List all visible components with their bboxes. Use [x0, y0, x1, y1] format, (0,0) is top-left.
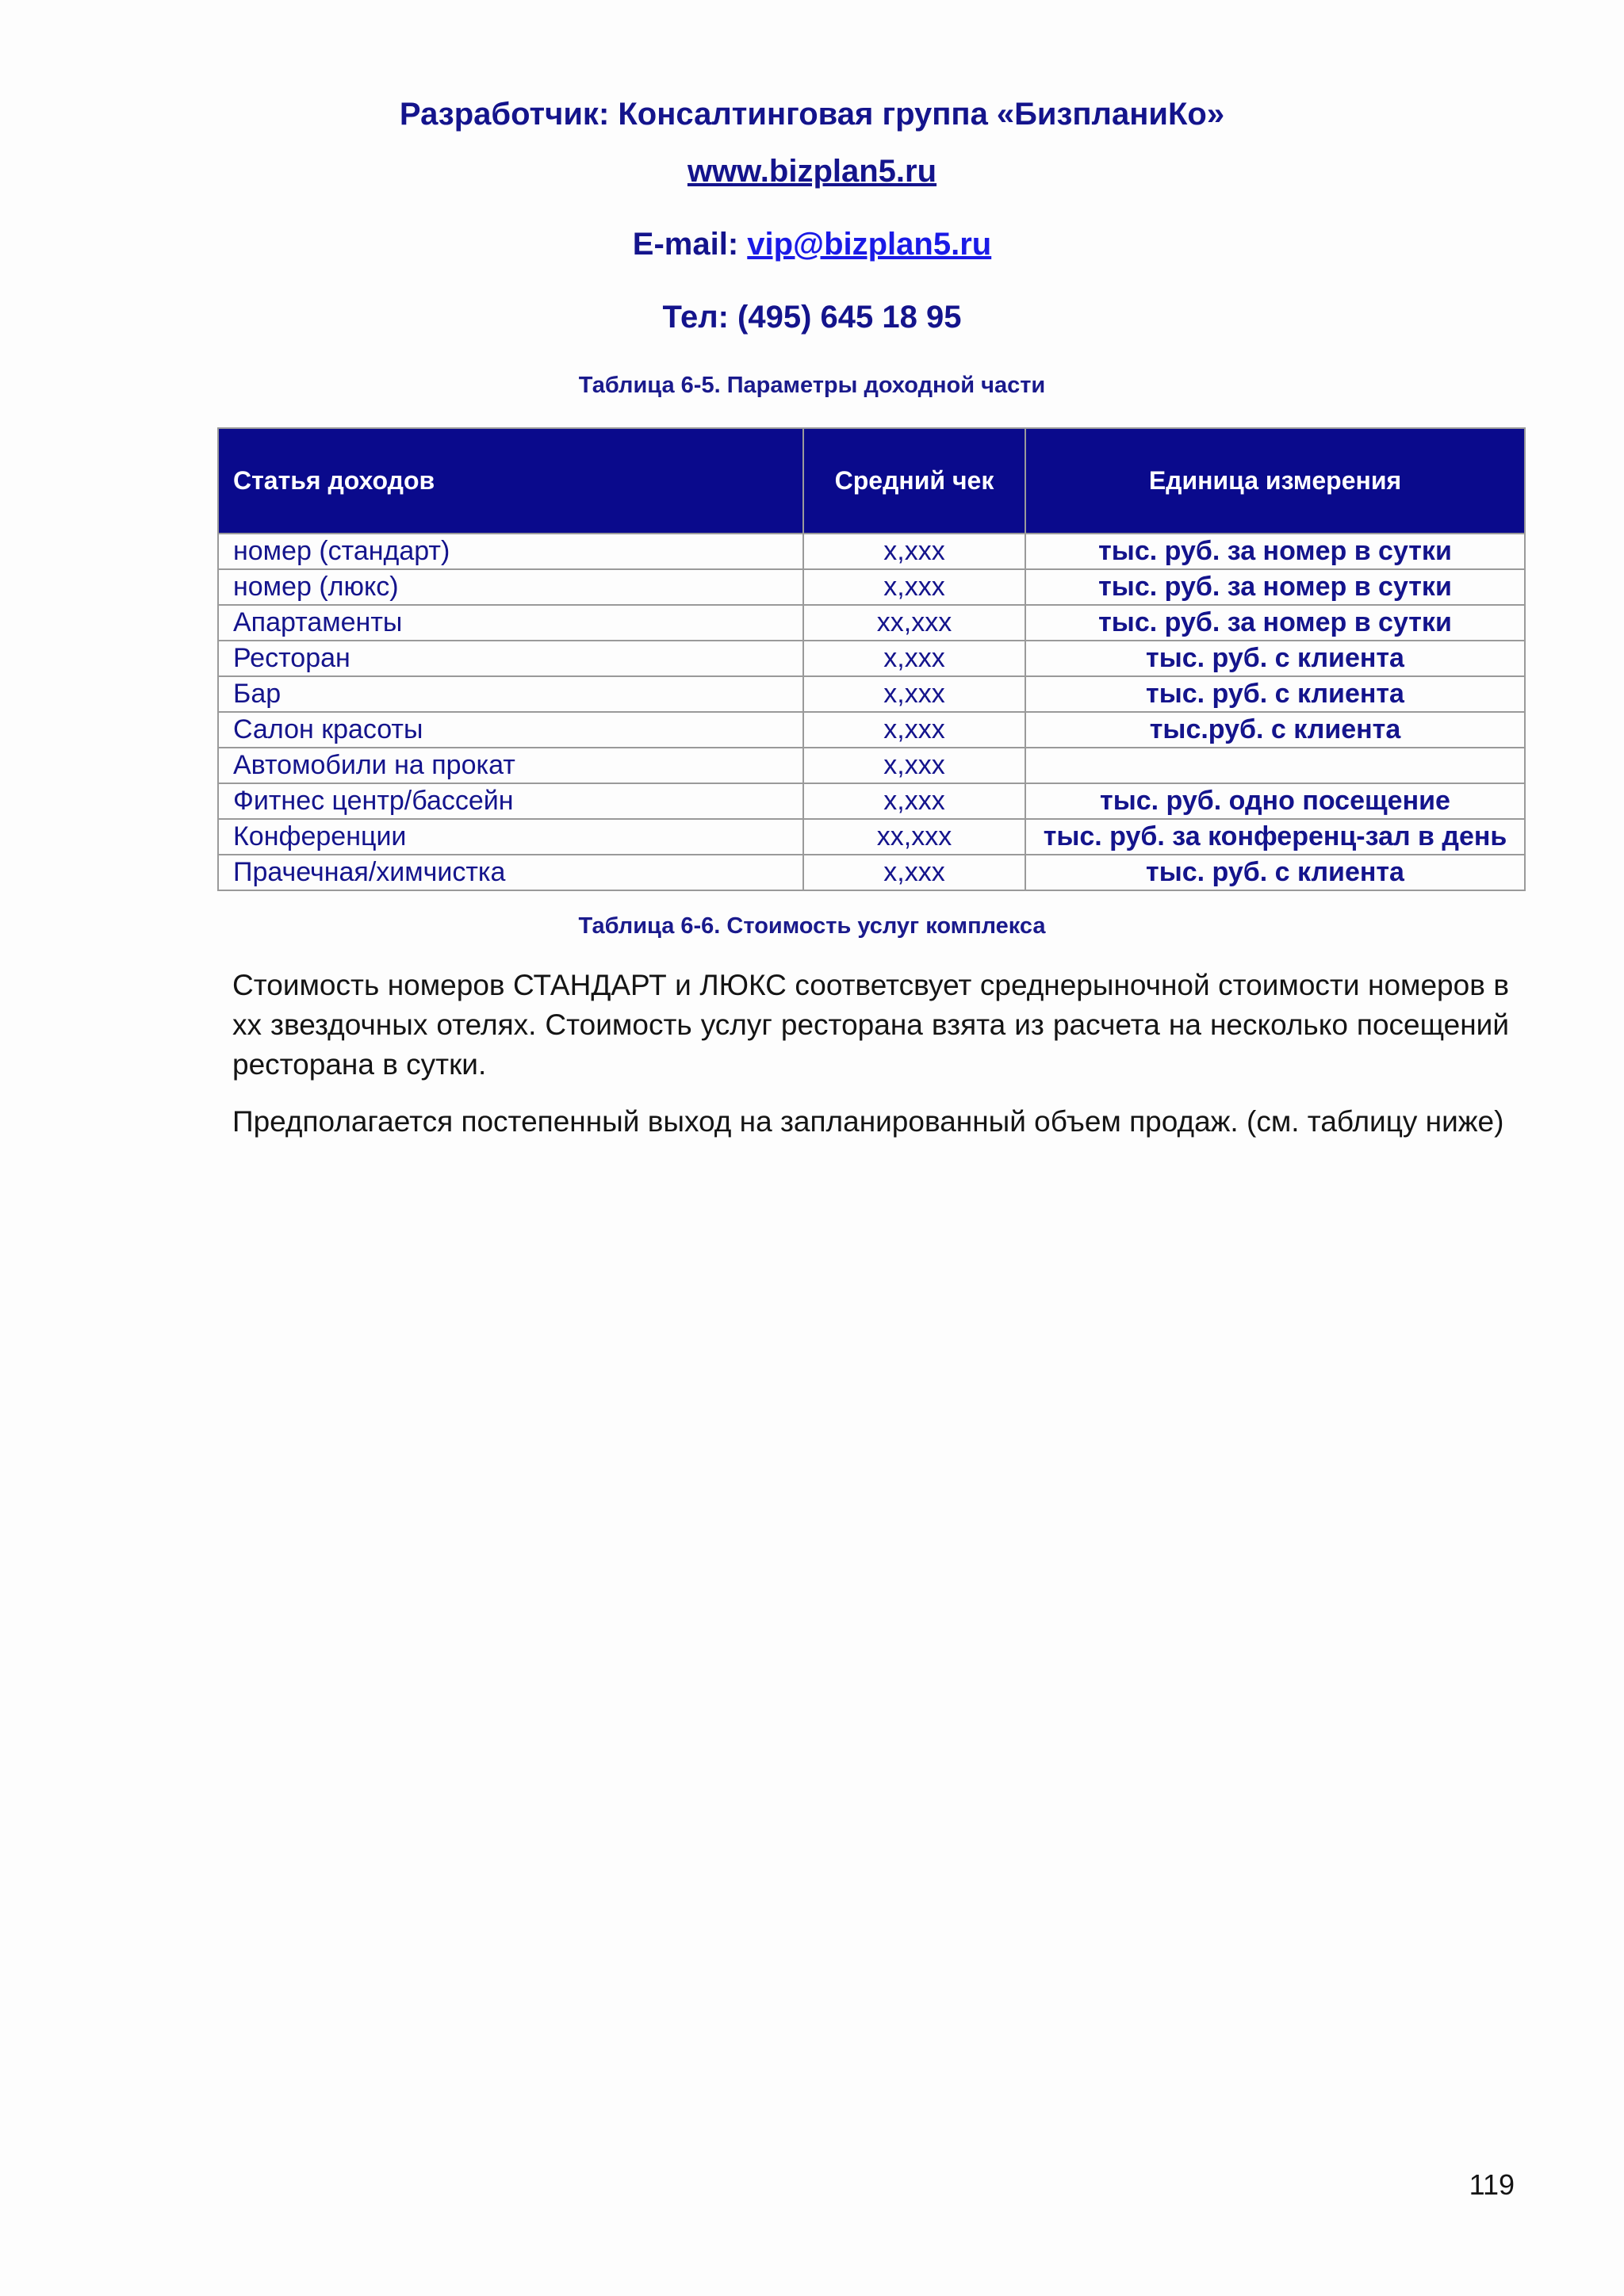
row-unit: тыс. руб. за номер в сутки [1025, 534, 1525, 569]
row-item: Апартаменты [218, 605, 803, 641]
row-avg-check: х,ххх [803, 748, 1025, 783]
page-number: 119 [1469, 2168, 1515, 2201]
header-cell-item: Статья доходов [218, 428, 803, 534]
row-unit: тыс.руб. с клиента [1025, 712, 1525, 748]
table-row [218, 783, 1525, 819]
header-cell-unit: Единица измерения [1025, 428, 1525, 534]
row-avg-check: х,ххх [803, 569, 1025, 605]
row-item: Прачечная/химчистка [218, 855, 803, 890]
table-row [218, 569, 1525, 605]
row-avg-check: х,ххх [803, 641, 1025, 676]
row-item: Конференции [218, 819, 803, 855]
table-caption-bottom: Таблица 6-6. Стоимость услуг комплекса [578, 913, 1046, 939]
table-row [218, 605, 1525, 641]
row-unit: тыс. руб. с клиента [1025, 855, 1525, 890]
row-unit: тыс. руб. с клиента [1025, 641, 1525, 676]
row-unit: тыс. руб. за номер в сутки [1025, 605, 1525, 641]
row-unit [1025, 748, 1525, 783]
row-unit: тыс. руб. за номер в сутки [1025, 569, 1525, 605]
row-unit: тыс. руб. за конференц-зал в день [1025, 819, 1525, 855]
row-item: номер (люкс) [218, 569, 803, 605]
email-link[interactable]: vip@bizplan5.ru [747, 227, 992, 262]
paragraph-sales-ramp: Предполагается постепенный выход на запланированный объем продаж. (см. таблицу ниже) [232, 1105, 1504, 1138]
row-avg-check: х,ххх [803, 676, 1025, 712]
row-item: Ресторан [218, 641, 803, 676]
table-row [218, 819, 1525, 855]
table-row [218, 534, 1525, 569]
phone-line: Тел: (495) 645 18 95 [662, 300, 962, 335]
row-item: Фитнес центр/бассейн [218, 783, 803, 819]
table-row [218, 855, 1525, 890]
table-row [218, 748, 1525, 783]
row-avg-check: х,ххх [803, 712, 1025, 748]
table-row [218, 676, 1525, 712]
row-avg-check: х,ххх [803, 534, 1025, 569]
row-avg-check: х,ххх [803, 783, 1025, 819]
table-header-row [218, 428, 1525, 534]
income-parameters-table [217, 427, 1526, 891]
row-unit: тыс. руб. одно посещение [1025, 783, 1525, 819]
email-line [0, 227, 1624, 262]
row-item: номер (стандарт) [218, 534, 803, 569]
row-avg-check: хх,ххх [803, 819, 1025, 855]
table-row [218, 641, 1525, 676]
row-item: Салон красоты [218, 712, 803, 748]
website-line [0, 154, 1624, 189]
header-cell-avg-check: Средний чек [803, 428, 1025, 534]
developer-heading: Разработчик: Консалтинговая группа «БизпланиКо» [399, 97, 1225, 132]
row-unit: тыс. руб. с клиента [1025, 676, 1525, 712]
row-item: Автомобили на прокат [218, 748, 803, 783]
website-link[interactable]: www.bizplan5.ru [687, 154, 937, 189]
table-caption-top: Таблица 6-5. Параметры доходной части [578, 373, 1046, 398]
email-label: E-mail: [632, 227, 748, 262]
row-avg-check: хх,ххх [803, 605, 1025, 641]
paragraph-room-pricing: Стоимость номеров СТАНДАРТ и ЛЮКС соответсвует среднерыночной стоимости номеров в хх звездочных отелях. Стоимость услуг ресторана взята из расчета на несколько посещений ресторана в сутки. [232, 969, 1509, 1081]
row-avg-check: х,ххх [803, 855, 1025, 890]
row-item: Бар [218, 676, 803, 712]
table-row [218, 712, 1525, 748]
